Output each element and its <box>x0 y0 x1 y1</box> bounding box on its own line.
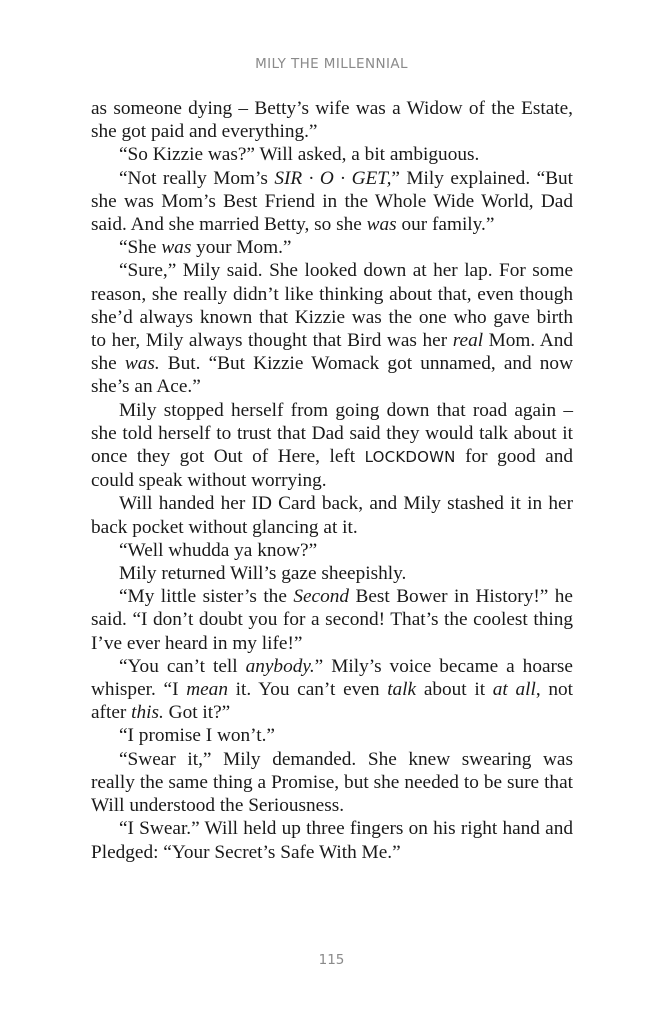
emphasis-text: SIR · O · GET, <box>274 167 392 189</box>
paragraph <box>91 585 573 655</box>
text-segment: ” Mily explained. “But she was Mom’s Best Friend in the Whole Wide World, Dad said. And she married Betty, so she <box>91 167 573 236</box>
paragraph <box>91 259 573 398</box>
text-segment: Will handed her ID Card back, and Mily stashed it in her back pocket without glancing at it. <box>91 493 573 538</box>
running-header: MILY THE MILLENNIAL <box>255 56 408 72</box>
text-segment: “Swear it,” Mily demanded. She knew swearing was really the same thing a Promise, but she needed to be sure that Will understood the Seriousness. <box>91 748 573 817</box>
paragraph <box>91 167 573 237</box>
emphasis-text: this. <box>131 702 164 724</box>
emphasis-text: real <box>452 330 484 352</box>
small-caps-text: LOCKDOWN <box>364 448 456 467</box>
text-segment: “You can’t tell <box>119 655 246 677</box>
emphasis-text: was <box>366 214 397 236</box>
text-segment: Best Bower in History!” he said. “I don’t doubt you for a second! That’s the coolest thing I’ve ever heard in my life!” <box>91 586 573 654</box>
text-segment: “Well whudda ya know?” <box>119 539 318 561</box>
emphasis-text: anybody. <box>245 655 315 677</box>
paragraph <box>91 724 573 747</box>
text-segment: “My little sister’s the <box>119 586 294 608</box>
paragraph <box>91 655 573 725</box>
paragraph <box>91 817 573 863</box>
text-segment: Got it?” <box>163 702 231 724</box>
body-text <box>91 97 573 864</box>
paragraph <box>91 562 573 585</box>
emphasis-text: talk <box>387 679 417 701</box>
emphasis-text: was <box>161 237 192 259</box>
text-segment: ” Mily’s voice became a hoarse whisper. “I <box>91 655 573 701</box>
text-segment: , not after <box>91 679 574 724</box>
text-segment: “She <box>119 237 162 259</box>
paragraph <box>91 236 573 259</box>
emphasis-text: at all <box>492 679 536 701</box>
text-segment: your Mom.” <box>191 237 292 259</box>
paragraph <box>91 492 573 538</box>
text-segment: our family.” <box>396 214 495 236</box>
page-number: 115 <box>318 952 345 968</box>
paragraph <box>91 539 573 562</box>
text-segment: about it <box>416 679 493 701</box>
paragraph <box>91 399 573 493</box>
text-segment: as someone dying – Betty’s wife was a Widow of the Estate, she got paid and everything.” <box>91 98 573 143</box>
text-segment: “So Kizzie was?” Will asked, a bit ambiguous. <box>119 144 480 166</box>
text-segment: “I promise I won’t.” <box>119 725 275 747</box>
paragraph <box>91 143 573 166</box>
text-segment: “Sure,” Mily said. She looked down at her lap. For some reason, she really didn’t like thinking about that, even though she’d always known that Kizzie was the one who gave birth to her, Mily always thought that Bird was her <box>91 260 573 352</box>
emphasis-text: mean <box>186 679 228 701</box>
text-segment: it. You can’t even <box>227 679 388 701</box>
text-segment: for good and could speak without worrying. <box>91 446 573 492</box>
paragraph <box>91 97 573 143</box>
emphasis-text: was. <box>124 353 160 375</box>
paragraph <box>91 748 573 818</box>
text-segment: Mily returned Will’s gaze sheepishly. <box>119 563 407 585</box>
text-segment: Mily stopped herself from going down that road again – she told herself to trust that Dad said they would talk about it once they got Out of Here, left <box>91 399 573 468</box>
text-segment: Mom. And she <box>91 330 573 375</box>
text-segment: But. “But Kizzie Womack got unnamed, and now she’s an Ace.” <box>91 353 573 398</box>
text-segment: “Not really Mom’s <box>119 167 275 189</box>
emphasis-text: Second <box>293 586 350 608</box>
text-segment: “I Swear.” Will held up three fingers on his right hand and Pledged: “Your Secret’s Safe With Me.” <box>91 818 573 863</box>
